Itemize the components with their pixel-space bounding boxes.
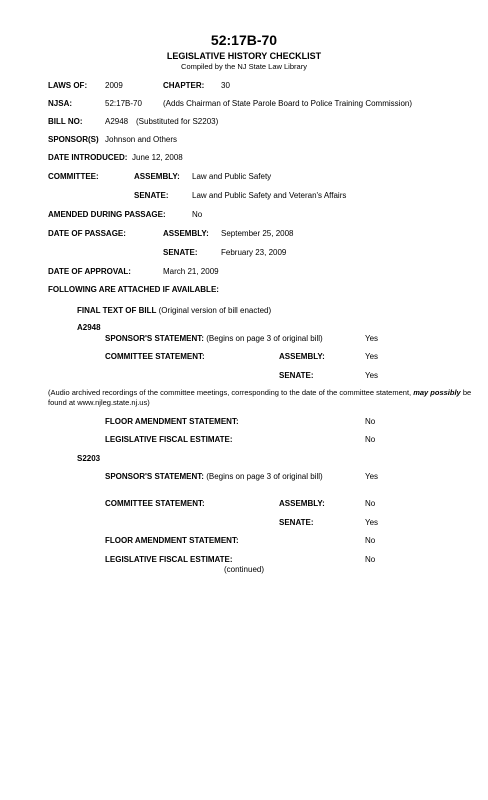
date-of-passage-label: DATE OF PASSAGE: xyxy=(48,229,126,238)
amended-label: AMENDED DURING PASSAGE: xyxy=(48,210,166,219)
sponsors-label: SPONSOR(S) xyxy=(48,135,99,144)
a2948-floor-label: FLOOR AMENDMENT STATEMENT: xyxy=(105,417,239,426)
s2203-fiscal-value: No xyxy=(365,555,376,564)
passage-senate-value: February 23, 2009 xyxy=(221,248,287,257)
committee-label: COMMITTEE: xyxy=(48,172,99,181)
final-text-row xyxy=(77,306,271,316)
page-title: 52:17B-70 xyxy=(210,32,278,48)
a2948-senate-value: Yes xyxy=(365,371,379,380)
a2948-fiscal-label: LEGISLATIVE FISCAL ESTIMATE: xyxy=(105,435,233,444)
committee-assembly-label: ASSEMBLY: xyxy=(134,172,180,181)
njsa-description: (Adds Chairman of State Parole Board to Police Training Commission) xyxy=(163,99,412,108)
njsa-label: NJSA: xyxy=(48,99,73,108)
s2203-sponsor-row xyxy=(105,472,323,482)
chapter-value: 30 xyxy=(221,81,230,90)
a2948-senate-label: SENATE: xyxy=(279,371,314,380)
audio-note-emphasis: may possibly xyxy=(413,388,461,397)
a2948-sponsor-value: Yes xyxy=(365,334,379,343)
passage-senate-label: SENATE: xyxy=(163,248,198,257)
a2948-committee-label: COMMITTEE STATEMENT: xyxy=(105,352,205,361)
a2948-sponsor-row xyxy=(105,334,323,344)
a2948-fiscal-value: No xyxy=(365,435,376,444)
s2203-committee-label: COMMITTEE STATEMENT: xyxy=(105,499,205,508)
s2203-sponsor-label: SPONSOR'S STATEMENT: xyxy=(105,472,204,481)
a2948-assembly-label: ASSEMBLY: xyxy=(279,352,325,361)
s2203-floor-label: FLOOR AMENDMENT STATEMENT: xyxy=(105,536,239,545)
sponsors-value: Johnson and Others xyxy=(105,135,178,144)
a2948-floor-value: No xyxy=(365,417,376,426)
a2948-sponsor-label: SPONSOR'S STATEMENT: xyxy=(105,334,204,343)
final-text-label: FINAL TEXT OF BILL xyxy=(77,306,157,315)
s2203-senate-value: Yes xyxy=(365,518,379,527)
s2203-floor-value: No xyxy=(365,536,376,545)
date-introduced-label: DATE INTRODUCED: xyxy=(48,153,128,162)
s2203-sponsor-note: (Begins on page 3 of original bill) xyxy=(206,472,323,481)
committee-senate-value: Law and Public Safety and Veteran's Affairs xyxy=(192,191,347,200)
s2203-sponsor-value: Yes xyxy=(365,472,379,481)
committee-senate-label: SENATE: xyxy=(134,191,169,200)
a2948-label: A2948 xyxy=(77,323,101,332)
committee-assembly-value: Law and Public Safety xyxy=(192,172,272,181)
passage-assembly-value: September 25, 2008 xyxy=(221,229,294,238)
chapter-label: CHAPTER: xyxy=(163,81,205,90)
laws-of-value: 2009 xyxy=(105,81,123,90)
audio-note-text: (Audio archived recordings of the committee meetings, corresponding to the date of the committee statement, xyxy=(48,388,414,397)
laws-of-label: LAWS OF: xyxy=(48,81,88,90)
date-of-approval-value: March 21, 2009 xyxy=(163,267,219,276)
bill-no-value: A2948 xyxy=(105,117,129,126)
continued-note: (continued) xyxy=(223,565,265,574)
document-subtitle: LEGISLATIVE HISTORY CHECKLIST xyxy=(166,51,322,61)
bill-no-note: (Substituted for S2203) xyxy=(136,117,219,126)
bill-no-label: BILL NO: xyxy=(48,117,83,126)
following-heading: FOLLOWING ARE ATTACHED IF AVAILABLE: xyxy=(48,285,219,294)
compiled-by: Compiled by the NJ State Law Library xyxy=(181,62,307,71)
audio-note-link-text: be found at www.njleg.state.nj.us) xyxy=(48,388,472,407)
a2948-sponsor-note: (Begins on page 3 of original bill) xyxy=(206,334,323,343)
passage-assembly-label: ASSEMBLY: xyxy=(163,229,209,238)
s2203-assembly-value: No xyxy=(365,499,376,508)
final-text-note: (Original version of bill enacted) xyxy=(158,306,272,315)
amended-value: No xyxy=(192,210,203,219)
s2203-assembly-label: ASSEMBLY: xyxy=(279,499,325,508)
njsa-value: 52:17B-70 xyxy=(105,99,142,108)
date-introduced-value: June 12, 2008 xyxy=(132,153,183,162)
date-of-approval-label: DATE OF APPROVAL: xyxy=(48,267,131,276)
s2203-senate-label: SENATE: xyxy=(279,518,314,527)
audio-note xyxy=(48,388,488,408)
s2203-fiscal-label: LEGISLATIVE FISCAL ESTIMATE: xyxy=(105,555,233,564)
a2948-assembly-value: Yes xyxy=(365,352,379,361)
s2203-label: S2203 xyxy=(77,454,101,463)
